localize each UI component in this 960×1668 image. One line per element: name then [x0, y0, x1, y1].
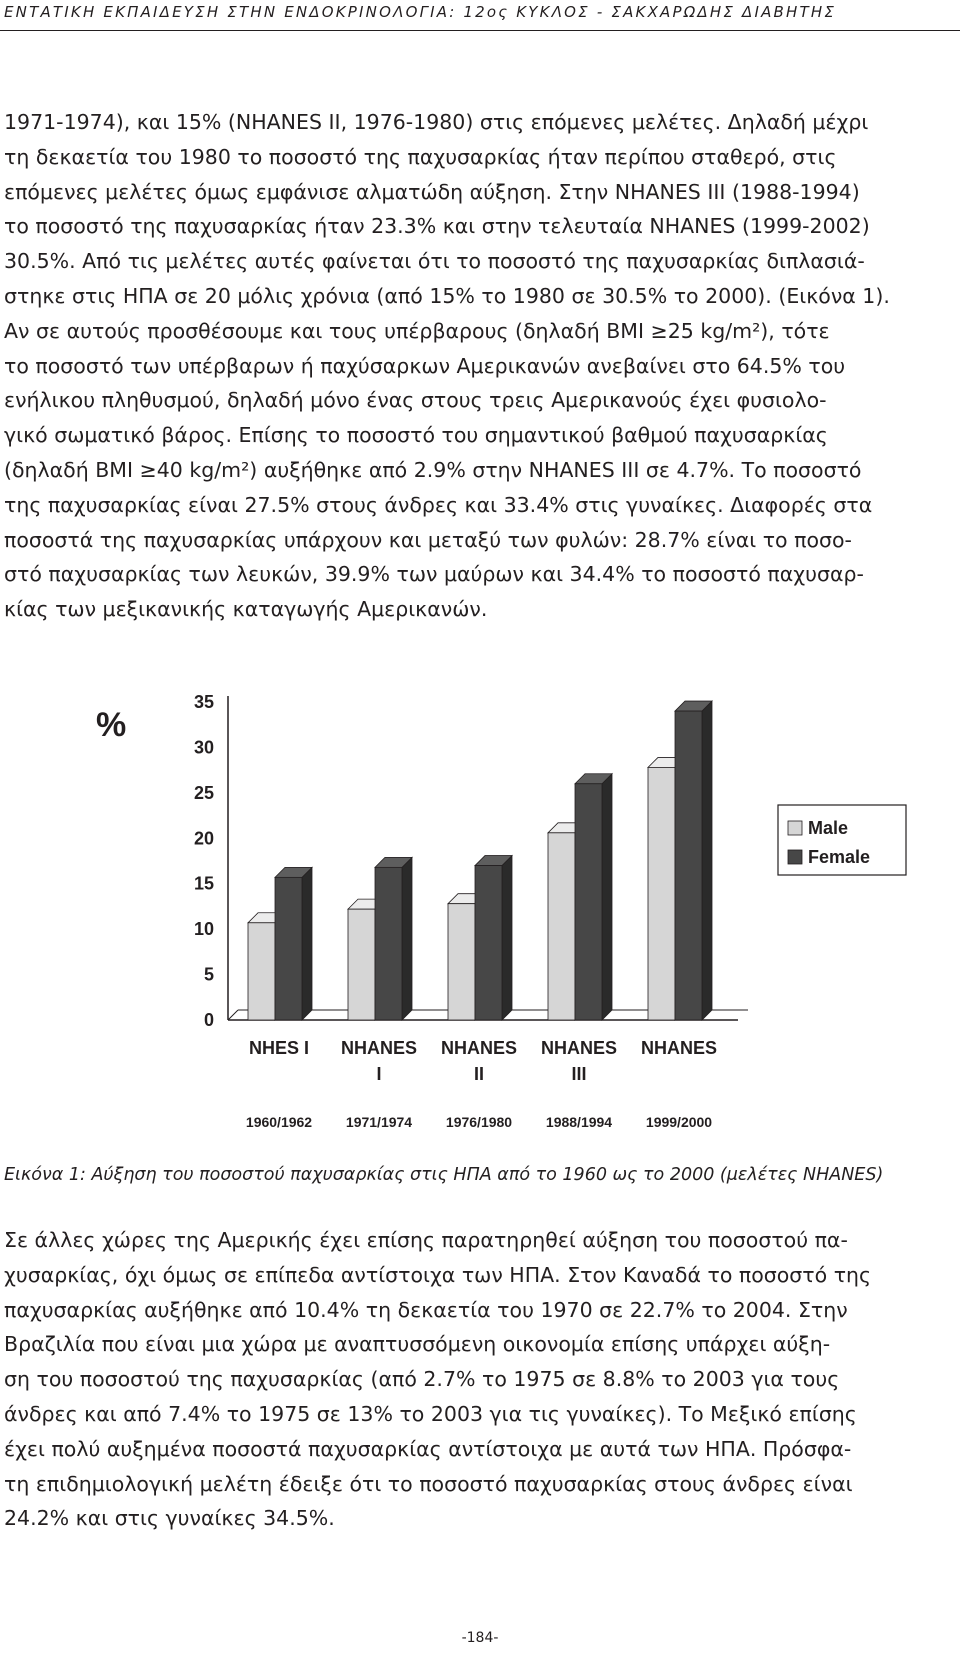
text-line: ποσοστά της παχυσαρκίας υπάρχουν και μεταξύ των φυλών: 28.7% είναι το ποσο-: [4, 527, 852, 552]
bar-female: [675, 711, 702, 1020]
text-line: ση του ποσοστού της παχυσαρκίας (από 2.7% το 1975 σε 8.8% το 2003 για τους: [4, 1367, 840, 1392]
period-label: 1999/2000: [645, 1114, 713, 1130]
bar-female: [275, 877, 302, 1020]
text-line: έχει πολύ αυξημένα ποσοστά παχυσαρκίας αντίστοιχα με αυτά των ΗΠΑ. Πρόσφα-: [4, 1436, 852, 1461]
text-line: τη επιδημιολογική μελέτη έδειξε ότι το ποσοστό παχυσαρκίας στους άνδρες είναι: [4, 1471, 853, 1496]
text-line: (δηλαδή BMI ≥40 kg/m²) αυξήθηκε από 2.9% στην NHANES III σε 4.7%. Το ποσοστό: [4, 457, 862, 482]
text-line: Αν σε αυτούς προσθέσουμε και τους υπέρβαρους (δηλαδή BMI ≥25 kg/m²), τότε: [4, 318, 830, 343]
bar-side-female: [602, 774, 612, 1020]
body-paragraph-2: [4, 1223, 956, 1536]
text-line: 24.2% και στις γυναίκες 34.5%.: [4, 1506, 335, 1531]
obesity-bar-chart: [0, 680, 960, 1140]
y-axis-label: %: [96, 706, 127, 744]
x-tick-label: I: [376, 1064, 382, 1084]
text-line: κίας των μεξικανικής καταγωγής Αμερικανών.: [4, 597, 488, 622]
y-tick-label: 20: [193, 828, 214, 849]
text-line: παχυσαρκίας αυξήθηκε από 10.4% τη δεκαετία του 1970 σε 22.7% το 2004. Στην: [4, 1297, 848, 1322]
period-label: 1960/1962: [245, 1114, 313, 1130]
body-paragraph-1: [4, 105, 956, 627]
x-tick-label: NHANES: [340, 1038, 418, 1058]
running-title: ΕΝΤΑΤΙΚΗ ΕΚΠΑΙΔΕΥΣΗ ΣΤΗΝ ΕΝΔΟΚΡΙΝΟΛΟΓΙΑ: 12ος ΚΥΚΛΟΣ - ΣΑΚΧΑΡΩΔΗΣ ΔΙΑΒΗΤΗΣ: [4, 3, 837, 21]
chart-svg: [0, 680, 960, 1140]
figure-caption: Εικόνα 1: Αύξηση του ποσοστού παχυσαρκίας στις ΗΠΑ από το 1960 ως το 2000 (μελέτες NHANES): [4, 1165, 884, 1185]
y-tick-label: 5: [203, 964, 214, 985]
bar-female: [575, 784, 602, 1020]
x-tick-label: NHES I: [248, 1038, 310, 1058]
page-number: -184-: [461, 1630, 499, 1646]
period-label: 1971/1974: [345, 1114, 413, 1130]
bar-side-female: [302, 867, 312, 1020]
text-line: ενήλικου πληθυσμού, δηλαδή μόνο ένας στους τρεις Αμερικανούς έχει φυσιολο-: [4, 388, 827, 413]
text-line: το ποσοστό της παχυσαρκίας ήταν 23.3% και στην τελευταία NHANES (1999-2002): [4, 214, 870, 239]
text-line: στό παχυσαρκίας των λευκών, 39.9% των μαύρων και 34.4% το ποσοστό παχυσαρ-: [4, 562, 864, 587]
legend-label-female: Female: [808, 847, 871, 867]
bar-side-female: [502, 856, 512, 1020]
legend-swatch-male: [788, 821, 802, 835]
floor-edge: [228, 1010, 238, 1020]
text-line: τη δεκαετία του 1980 το ποσοστό της παχυσαρκίας ήταν περίπου σταθερό, στις: [4, 144, 837, 169]
x-tick-label: NHANES: [640, 1038, 718, 1058]
bar-female: [375, 867, 402, 1020]
y-tick-label: 0: [203, 1010, 214, 1030]
x-tick-label: III: [571, 1064, 587, 1084]
bar-male: [548, 833, 575, 1020]
text-line: Βραζιλία που είναι μια χώρα με αναπτυσσόμενη οικονομία επίσης υπάρχει αύξη-: [4, 1332, 831, 1357]
x-tick-label: NHANES: [540, 1038, 618, 1058]
text-line: άνδρες και από 7.4% το 1975 σε 13% το 2003 για τις γυναίκες). Το Μεξικό επίσης: [4, 1401, 857, 1426]
text-line: το ποσοστό των υπέρβαρων ή παχύσαρκων Αμερικανών ανεβαίνει στο 64.5% του: [4, 353, 846, 378]
bar-side-female: [702, 701, 712, 1020]
text-line: 1971-1974), και 15% (NHANES II, 1976-1980) στις επόμενες μελέτες. Δηλαδή μέχρι: [4, 110, 869, 134]
text-line: στηκε στις ΗΠΑ σε 20 μόλις χρόνια (από 15% το 1980 σε 30.5% το 2000). (Εικόνα 1).: [4, 283, 890, 308]
legend-swatch-female: [788, 850, 802, 864]
bar-male: [248, 923, 275, 1020]
y-tick-label: 30: [193, 737, 214, 758]
y-tick-label: 15: [193, 873, 214, 894]
text-line: επόμενες μελέτες όμως εμφάνισε αλματώδη αύξηση. Στην NHANES III (1988-1994): [4, 179, 860, 204]
text-line: της παχυσαρκίας είναι 27.5% στους άνδρες και 33.4% στις γυναίκες. Διαφορές στα: [4, 492, 873, 517]
y-tick-label: 35: [193, 692, 214, 712]
text-line: 30.5%. Από τις μελέτες αυτές φαίνεται ότι το ποσοστό της παχυσαρκίας διπλασιά-: [4, 249, 865, 274]
bar-male: [448, 904, 475, 1020]
bar-female: [475, 866, 502, 1020]
text-line: γικό σωματικό βάρος. Επίσης το ποσοστό του σημαντικού βαθμού παχυσαρκίας: [4, 423, 828, 448]
running-header: [0, 0, 960, 31]
text-line: χυσαρκίας, όχι όμως σε επίπεδα αντίστοιχα των ΗΠΑ. Στον Καναδά το ποσοστό της: [4, 1262, 872, 1287]
text-line: Σε άλλες χώρες της Αμερικής έχει επίσης παρατηρηθεί αύξηση του ποσοστού πα-: [4, 1228, 848, 1252]
x-tick-label: NHANES: [440, 1038, 518, 1058]
period-label: 1988/1994: [545, 1114, 613, 1130]
bar-side-female: [402, 857, 412, 1020]
legend-label-male: Male: [808, 818, 849, 838]
bar-male: [348, 909, 375, 1020]
y-tick-label: 25: [193, 782, 214, 803]
y-tick-label: 10: [193, 919, 214, 940]
period-label: 1976/1980: [445, 1114, 513, 1130]
x-tick-label: II: [473, 1064, 485, 1084]
bar-male: [648, 767, 675, 1020]
